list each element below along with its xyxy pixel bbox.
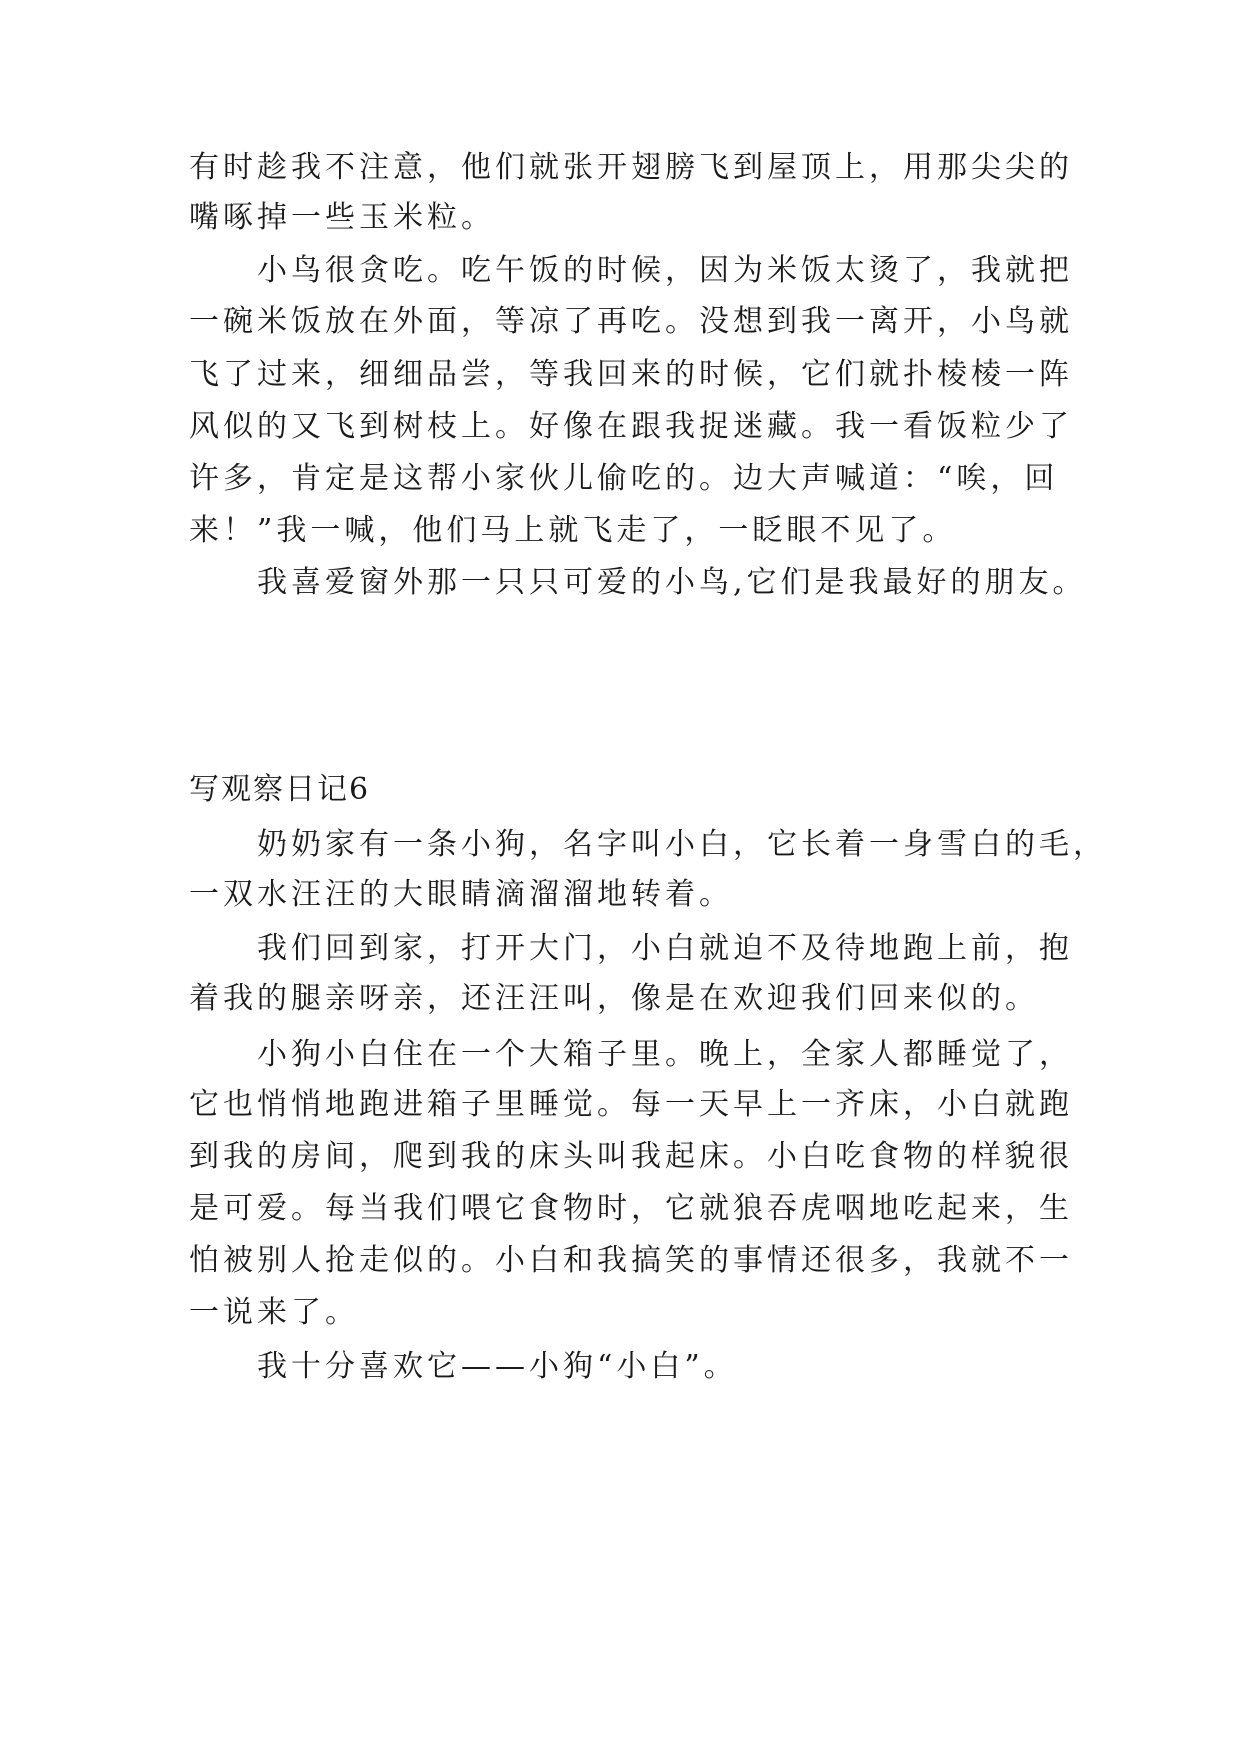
paragraph-line: 我十分喜欢它——小狗“小白”。 <box>257 1349 738 1384</box>
paragraph-line: 到我的房间，爬到我的床头叫我起床。小白吃食物的样貌很 <box>189 1139 1073 1174</box>
paragraph-line: 飞了过来，细细品尝，等我回来的时候，它们就扑棱棱一阵 <box>189 357 1073 392</box>
paragraph-line: 许多，肯定是这帮小家伙儿偷吃的。边大声喊道：“唉，回 <box>189 461 1059 496</box>
paragraph-line: 一说来了。 <box>189 1295 359 1330</box>
paragraph-line: 有时趁我不注意，他们就张开翅膀飞到屋顶上，用那尖尖的 <box>189 150 1073 185</box>
paragraph-line: 奶奶家有一条小狗，名字叫小白，它长着一身雪白的毛， <box>257 827 1107 862</box>
paragraph-line: 是可爱。每当我们喂它食物时，它就狼吞虎咽地吃起来，生 <box>189 1191 1073 1226</box>
paragraph-line: 小狗小白住在一个大箱子里。晚上，全家人都睡觉了， <box>257 1037 1073 1072</box>
paragraph-line: 着我的腿亲呀亲，还汪汪叫，像是在欢迎我们回来似的。 <box>189 981 1039 1016</box>
paragraph-line: 小鸟很贪吃。吃午饭的时候，因为米饭太烫了，我就把 <box>257 253 1073 288</box>
paragraph-line: 风似的又飞到树枝上。好像在跟我捉迷藏。我一看饭粒少了 <box>189 409 1073 444</box>
paragraph-line: 一双水汪汪的大眼睛滴溜溜地转着。 <box>189 877 733 912</box>
paragraph-line: 我喜爱窗外那一只只可爱的小鸟,它们是我最好的朋友。 <box>257 565 1087 600</box>
paragraph-line: 一碗米饭放在外面，等凉了再吃。没想到我一离开，小鸟就 <box>189 304 1073 339</box>
paragraph-line: 来！”我一喊，他们马上就飞走了，一眨眼不见了。 <box>189 513 957 548</box>
paragraph-line: 我们回到家，打开大门，小白就迫不及待地跑上前，抱 <box>257 931 1073 966</box>
paragraph-line: 嘴啄掉一些玉米粒。 <box>189 200 495 235</box>
section-title: 写观察日记6 <box>189 772 371 807</box>
paragraph-line: 怕被别人抢走似的。小白和我搞笑的事情还很多，我就不一 <box>189 1243 1073 1278</box>
paragraph-line: 它也悄悄地跑进箱子里睡觉。每一天早上一齐床，小白就跑 <box>189 1087 1073 1122</box>
